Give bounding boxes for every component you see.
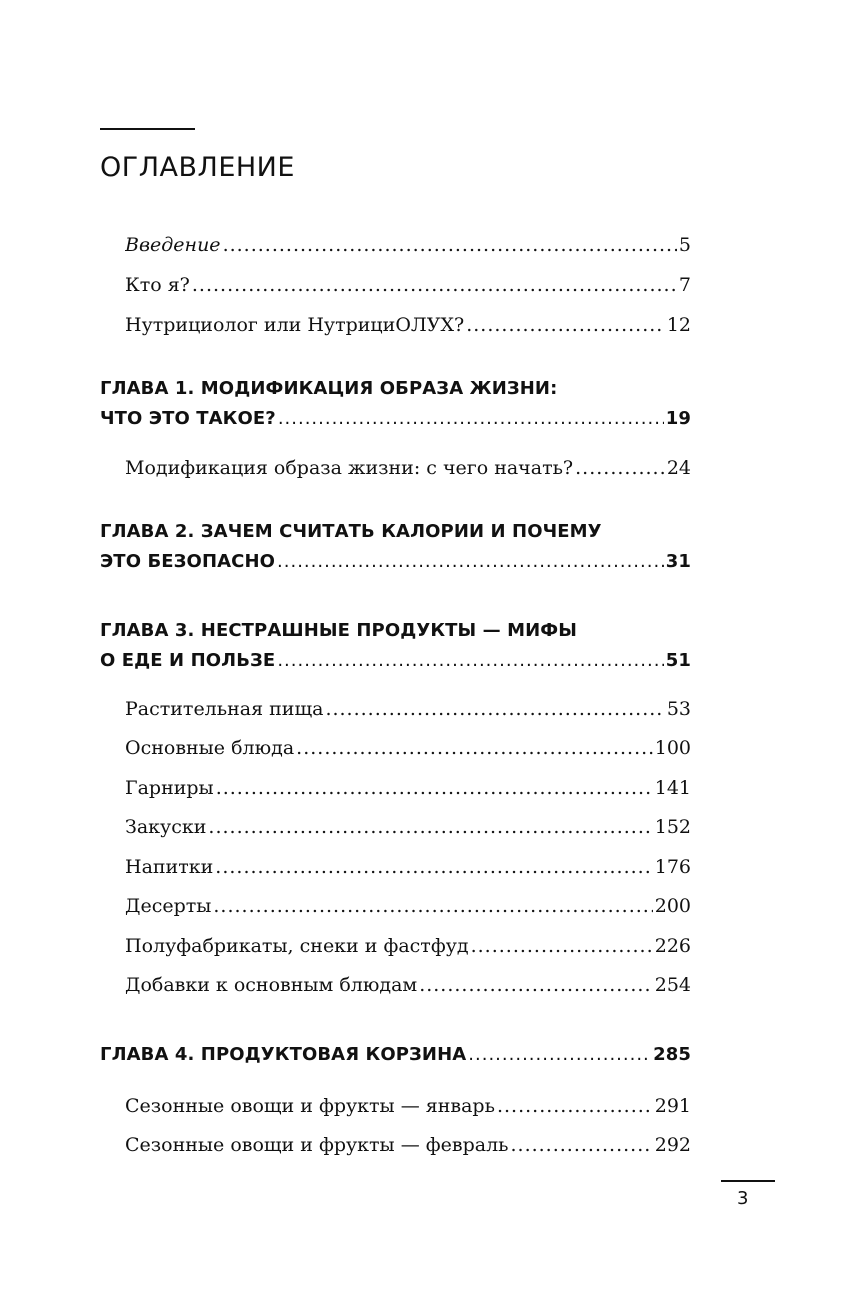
- toc-entry-label: Сезонные овощи и фрукты — январь: [125, 1095, 495, 1117]
- toc-entry-label: Основные блюда: [125, 737, 295, 759]
- leader-dots: [216, 773, 653, 803]
- toc-entry-label: Растительная пища: [125, 698, 324, 720]
- leader-dots: [419, 970, 653, 1000]
- toc-entry-chapter-4[interactable]: [100, 1040, 691, 1070]
- toc-entry-page: 292: [654, 1134, 691, 1156]
- toc-entry-page: 7: [678, 274, 691, 296]
- toc-entry-page: 100: [654, 737, 691, 759]
- toc-entry-label: О ЕДЕ И ПОЛЬЗЕ: [100, 650, 276, 671]
- leader-dots: [510, 1130, 652, 1160]
- toc-entry-chapter-3[interactable]: [100, 646, 691, 676]
- toc-entry-chapter-1[interactable]: [100, 404, 691, 434]
- toc-entry-label: Модификация образа жизни: с чего начать?: [125, 457, 574, 479]
- toc-entry-semi-finished[interactable]: [125, 931, 691, 961]
- toc-entry-page: 12: [666, 314, 691, 336]
- toc-entry-page: 141: [654, 777, 691, 799]
- leader-dots: [215, 852, 652, 882]
- toc-entry-label: Десерты: [125, 895, 212, 917]
- leader-dots: [192, 270, 677, 300]
- toc-entry-page: 5: [678, 234, 691, 256]
- toc-entry-page: 254: [654, 974, 691, 996]
- toc-entry-who-am-i[interactable]: [125, 270, 691, 300]
- toc-entry-lifestyle-start[interactable]: [125, 453, 691, 483]
- toc-entry-page: 176: [654, 856, 691, 878]
- leader-dots: [575, 453, 665, 483]
- leader-dots: [277, 547, 664, 577]
- page-title: ОГЛАВЛЕНИЕ: [100, 152, 295, 183]
- toc-entry-page: 24: [666, 457, 691, 479]
- toc-entry-page: 291: [654, 1095, 691, 1117]
- toc-entry-label: Гарниры: [125, 777, 214, 799]
- toc-entry-page: 19: [665, 408, 691, 429]
- leader-dots: [497, 1091, 653, 1121]
- leader-dots: [277, 646, 663, 676]
- chapter-2-heading-line1[interactable]: ГЛАВА 2. ЗАЧЕМ СЧИТАТЬ КАЛОРИИ И ПОЧЕМУ: [100, 521, 602, 542]
- toc-entry-additions[interactable]: [125, 970, 691, 1000]
- chapter-1-heading-line1[interactable]: ГЛАВА 1. МОДИФИКАЦИЯ ОБРАЗА ЖИЗНИ:: [100, 378, 558, 399]
- top-rule: [100, 128, 195, 130]
- toc-entry-page: 152: [654, 816, 691, 838]
- page-number: 3: [737, 1188, 749, 1209]
- leader-dots: [471, 931, 653, 961]
- toc-entry-seasonal-february[interactable]: [125, 1130, 691, 1160]
- toc-entry-page: 31: [665, 551, 691, 572]
- leader-dots: [213, 891, 652, 921]
- toc-entry-snacks[interactable]: [125, 812, 691, 842]
- leader-dots: [468, 1040, 651, 1070]
- toc-entry-chapter-2[interactable]: [100, 547, 691, 577]
- toc-entry-drinks[interactable]: [125, 852, 691, 882]
- toc-entry-page: 53: [666, 698, 691, 720]
- toc-entry-seasonal-january[interactable]: [125, 1091, 691, 1121]
- toc-entry-page: 226: [654, 935, 691, 957]
- leader-dots: [208, 812, 652, 842]
- toc-entry-side-dishes[interactable]: [125, 773, 691, 803]
- toc-entry-nutritionist[interactable]: [125, 310, 691, 340]
- toc-entry-plant-food[interactable]: [125, 694, 691, 724]
- chapter-3-heading-line1[interactable]: ГЛАВА 3. НЕСТРАШНЫЕ ПРОДУКТЫ — МИФЫ: [100, 620, 578, 641]
- toc-entry-label: Напитки: [125, 856, 214, 878]
- toc-entry-label: ЭТО БЕЗОПАСНО: [100, 551, 276, 572]
- toc-entry-page: 200: [654, 895, 691, 917]
- toc-entry-label: Введение: [125, 234, 221, 256]
- toc-entry-desserts[interactable]: [125, 891, 691, 921]
- leader-dots: [223, 230, 677, 260]
- toc-entry-label: Нутрициолог или НутрициОЛУХ?: [125, 314, 465, 336]
- leader-dots: [278, 404, 664, 434]
- toc-entry-label: Сезонные овощи и фрукты — февраль: [125, 1134, 509, 1156]
- leader-dots: [325, 694, 664, 724]
- toc-entry-page: 285: [653, 1044, 691, 1065]
- toc-entry-label: Кто я?: [125, 274, 190, 296]
- leader-dots: [296, 733, 653, 763]
- toc-entry-main-dishes[interactable]: [125, 733, 691, 763]
- toc-entry-label: Добавки к основным блюдам: [125, 974, 418, 996]
- bottom-rule: [721, 1180, 775, 1182]
- leader-dots: [466, 310, 665, 340]
- toc-entry-label: Закуски: [125, 816, 207, 838]
- toc-entry-label: Полуфабрикаты, снеки и фастфуд: [125, 935, 469, 957]
- toc-entry-label: ГЛАВА 4. ПРОДУКТОВАЯ КОРЗИНА: [100, 1044, 467, 1065]
- toc-entry-introduction[interactable]: [125, 230, 691, 260]
- toc-entry-label: ЧТО ЭТО ТАКОЕ?: [100, 408, 276, 429]
- toc-entry-page: 51: [665, 650, 691, 671]
